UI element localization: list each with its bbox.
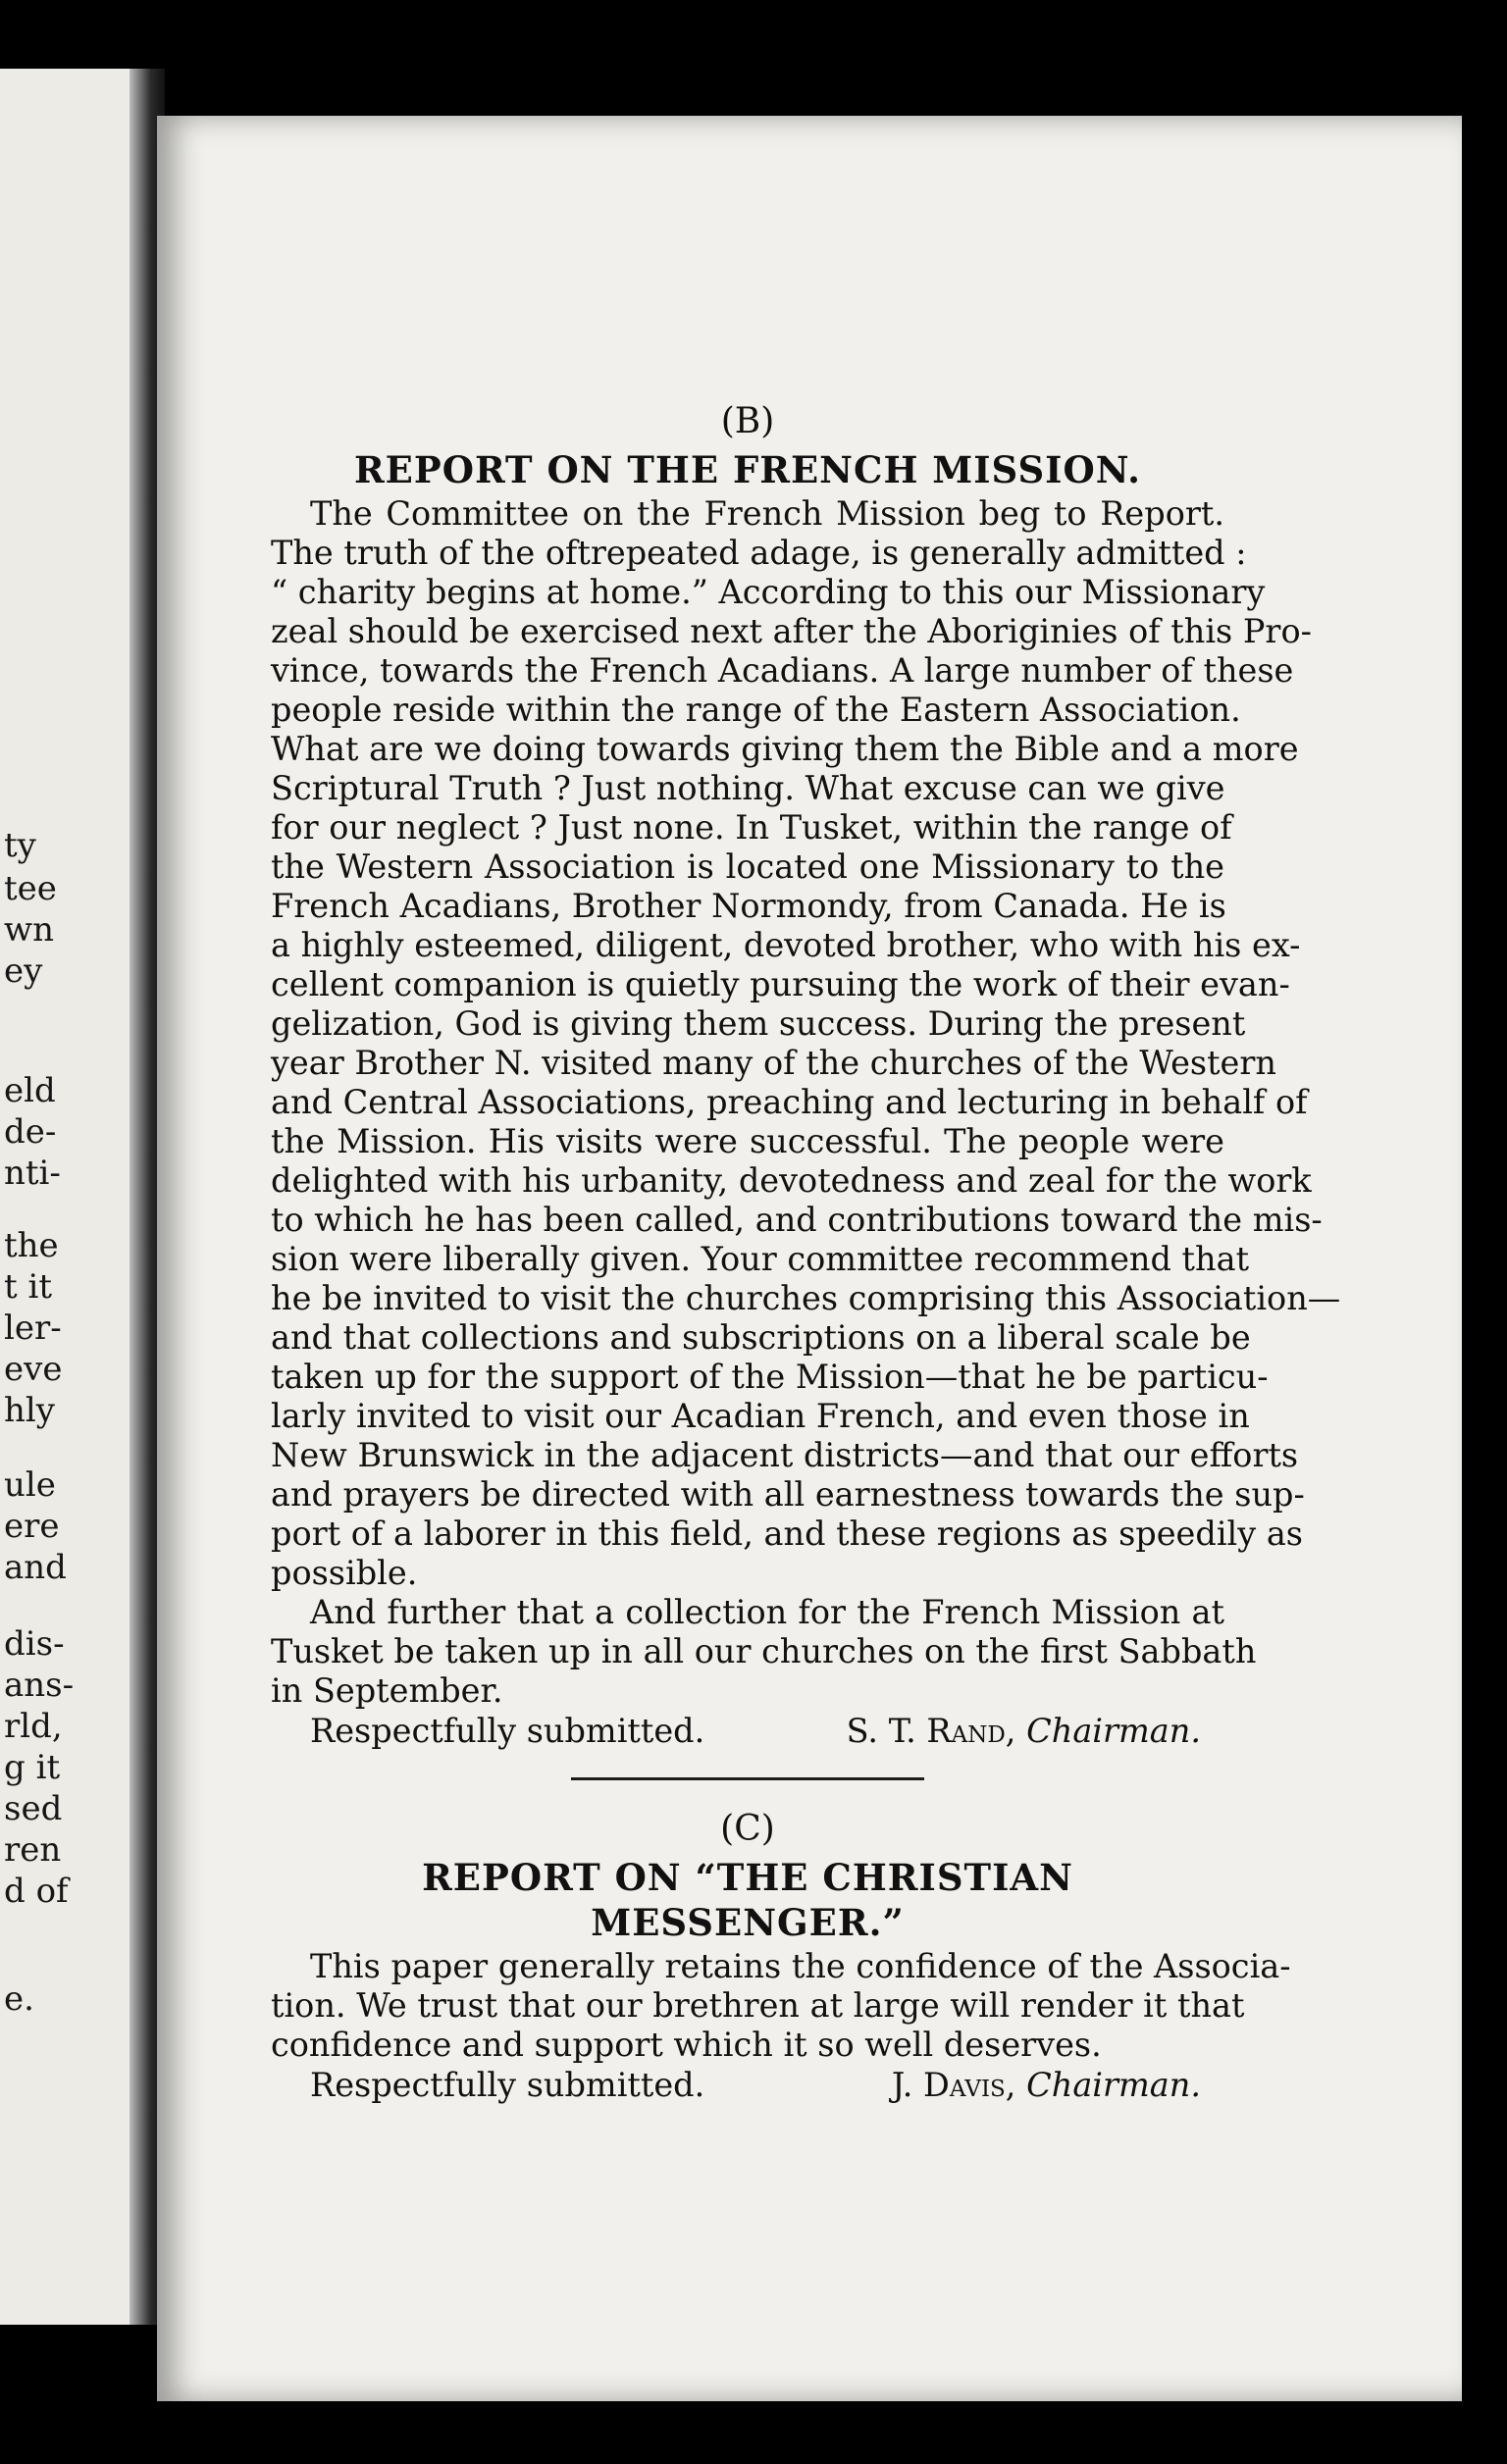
text-line: What are we doing towards giving them the Bible and a more: [271, 730, 1299, 768]
margin-fragment: e.: [4, 1979, 34, 2019]
margin-fragment: ere: [4, 1507, 60, 1546]
section-body: [271, 1947, 1291, 2065]
margin-fragment: sed: [4, 1789, 63, 1828]
text-line: and Central Associations, preaching and lecturing in behalf of: [271, 1083, 1308, 1121]
margin-fragment: ey: [4, 951, 43, 991]
section-heading: REPORT ON “THE CHRISTIAN MESSENGER.”: [422, 1856, 1073, 1944]
margin-fragment: eve: [4, 1350, 63, 1389]
text-line: year Brother N. visited many of the churches of the Western: [271, 1044, 1276, 1082]
text-line: and that collections and subscriptions on a liberal scale be: [271, 1318, 1251, 1357]
text-line: Scriptural Truth ? Just nothing. What excuse can we give: [271, 769, 1225, 807]
text-line: the Western Association is located one Missionary to the: [271, 847, 1224, 886]
closing-text: Respectfully submitted.: [310, 1712, 705, 1750]
text-line: delighted with his urbanity, devotedness and zeal for the work: [271, 1161, 1312, 1200]
section-heading: REPORT ON THE FRENCH MISSION.: [353, 448, 1142, 491]
margin-fragment: de-: [4, 1112, 57, 1152]
section-label: (C): [720, 1809, 775, 1849]
margin-fragment: tee: [4, 869, 57, 908]
text-line: gelization, God is giving them success. During the present: [271, 1004, 1246, 1043]
document-page: [157, 116, 1462, 2401]
text-line: French Acadians, Brother Normondy, from Canada. He is: [271, 887, 1226, 925]
text-line: New Brunswick in the adjacent districts—and that our efforts: [271, 1436, 1299, 1474]
text-line: confidence and support which it so well deserves.: [271, 2026, 1102, 2064]
section-divider: [571, 1777, 924, 1780]
text-line: the Mission. His visits were successful. The people were: [271, 1122, 1224, 1160]
section-label: (B): [720, 401, 775, 441]
text-line: for our neglect ? Just none. In Tusket, within the range of: [271, 808, 1232, 847]
margin-fragment: ler-: [4, 1309, 62, 1348]
text-line: a highly esteemed, diligent, devoted brother, who with his ex-: [271, 926, 1301, 964]
margin-fragment: eld: [4, 1071, 56, 1110]
text-line: port of a laborer in this field, and these regions as speedily as: [271, 1514, 1303, 1553]
signatory: [847, 1711, 1224, 1752]
margin-fragment: ty: [4, 826, 36, 865]
section-body: [271, 494, 1341, 1593]
signer-name: J. Davis,: [891, 2066, 1016, 2104]
margin-fragment: ren: [4, 1830, 62, 1870]
text-line: This paper generally retains the confidence of the Associa-: [310, 1947, 1291, 1985]
margin-fragment: g it: [4, 1748, 61, 1787]
text-line: And further that a collection for the French Mission at: [310, 1593, 1224, 1631]
text-line: “ charity begins at home.” According to this our Missionary: [271, 573, 1266, 611]
margin-fragment: ans-: [4, 1666, 75, 1705]
page-text: [271, 400, 1341, 2106]
text-line: cellent companion is quietly pursuing the work of their evan-: [271, 965, 1290, 1003]
text-line: zeal should be exercised next after the Aboriginies of this Pro-: [271, 612, 1312, 650]
margin-fragment: nti-: [4, 1154, 61, 1193]
margin-fragment: d of: [4, 1872, 69, 1911]
text-line: in September.: [271, 1671, 503, 1710]
margin-fragment: and: [4, 1548, 67, 1587]
section-c: [271, 1808, 1291, 2106]
margin-fragment: rld,: [4, 1707, 63, 1746]
signature-row: [271, 1711, 1224, 1752]
signer-title: Chairman.: [1026, 1712, 1201, 1750]
text-line: possible.: [271, 1554, 418, 1592]
text-line: and prayers be directed with all earnestness towards the sup-: [271, 1475, 1305, 1514]
signer-title: Chairman.: [1026, 2066, 1201, 2104]
margin-fragment: wn: [4, 910, 54, 950]
signer-name: S. T. Rand,: [846, 1712, 1016, 1750]
signatory: [892, 2065, 1224, 2106]
margin-fragment: t it: [4, 1267, 53, 1307]
margin-fragment: the: [4, 1226, 59, 1265]
text-line: The Committee on the French Mission beg to Report.: [310, 494, 1224, 533]
text-line: people reside within the range of the Eastern Association.: [271, 691, 1241, 729]
signature-row: [271, 2065, 1224, 2106]
text-line: larly invited to visit our Acadian French, and even those in: [271, 1397, 1250, 1435]
text-line: Tusket be taken up in all our churches on the first Sabbath: [271, 1632, 1257, 1670]
text-line: to which he has been called, and contributions toward the mis-: [271, 1201, 1323, 1239]
facing-page-fragment: [0, 69, 145, 2325]
text-line: he be invited to visit the churches comprising this Association—: [271, 1279, 1341, 1317]
section-body-paragraph-2: [271, 1593, 1257, 1711]
text-line: sion were liberally given. Your committee recommend that: [271, 1240, 1250, 1278]
text-line: vince, towards the French Acadians. A large number of these: [271, 651, 1294, 690]
section-b: [271, 400, 1341, 1752]
margin-fragment: dis-: [4, 1624, 65, 1664]
text-line: taken up for the support of the Mission—that he be particu-: [271, 1358, 1269, 1396]
closing-text: Respectfully submitted.: [310, 2066, 705, 2104]
text-line: tion. We trust that our brethren at large will render it that: [271, 1986, 1245, 2025]
text-line: The truth of the oftrepeated adage, is generally admitted :: [271, 534, 1247, 572]
margin-fragment: ule: [4, 1465, 56, 1505]
margin-fragment: hly: [4, 1391, 55, 1430]
